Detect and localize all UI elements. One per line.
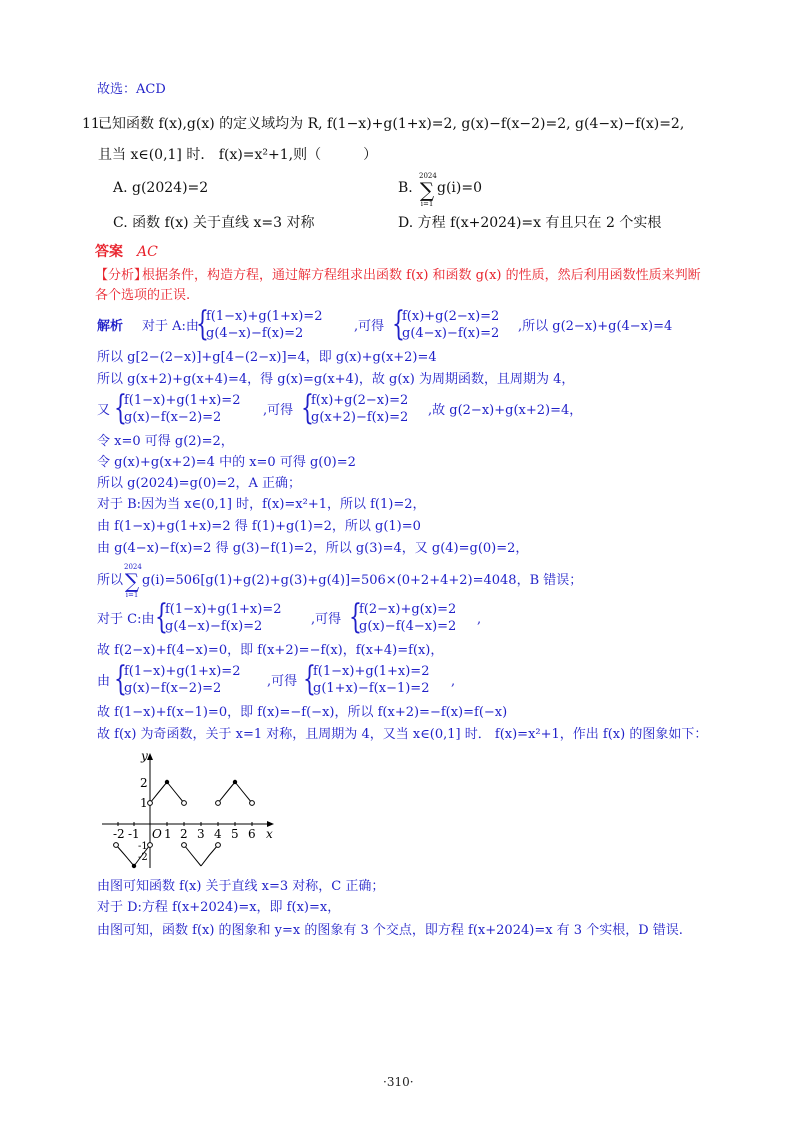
x-tick-label: 4 [214, 827, 222, 841]
system-eq: f(x)+g(2−x)=2 [402, 309, 500, 324]
solution-line: 对于 D:方程 f(x+2024)=x，即 f(x)=x， [97, 900, 341, 915]
solution-line: ,故 g(2−x)+g(x+2)=4， [428, 403, 583, 418]
x-tick-label: 5 [231, 827, 239, 841]
x-tick-label: -2 [113, 827, 125, 841]
system-eq: f(1−x)+g(1+x)=2 [124, 393, 241, 408]
x-tick-label: 6 [248, 827, 256, 841]
sigma-icon: ∑ [419, 178, 435, 202]
solution-connector: ,可得 [311, 612, 342, 627]
solution-line: , [451, 674, 456, 689]
solution-line: , [477, 612, 482, 627]
closed-point [132, 864, 136, 868]
page-number: ·310· [383, 1075, 414, 1089]
solution-connector: ,可得 [267, 674, 298, 689]
option-d: D. 方程 f(x+2024)=x 有且只在 2 个实根 [398, 215, 662, 231]
left-brace-icon: { [114, 388, 127, 428]
solution-line: 由 [97, 674, 111, 689]
function-graph [100, 748, 290, 872]
solution-line: 对于 C:由 [97, 612, 155, 627]
question-line-1: 已知函数 f(x),g(x) 的定义域均为 R, f(1−x)+g(1+x)=2, g(x)−f(x−2)=2, g(4−x)−f(x)=2, [98, 116, 685, 132]
left-brace-icon: { [301, 388, 314, 428]
solution-line: 所以 g(x+2)+g(x+4)=4，得 g(x)=g(x+4)，故 g(x) 为周期函数，且周期为 4， [97, 372, 575, 387]
open-point [216, 801, 221, 806]
previous-answer: 故选：ACD [97, 82, 166, 97]
solution-line: g(i)=506[g(1)+g(2)+g(3)+g(4)]=506×(0+2+4+2)=4048，B 错误； [142, 573, 583, 588]
sum-upper-limit: 2024 [419, 172, 437, 180]
origin-label: O [152, 827, 162, 841]
left-brace-icon: { [349, 597, 362, 637]
option-b-summation [419, 172, 435, 208]
answer-label: 答案 [95, 244, 123, 260]
x-tick-label: 1 [164, 827, 172, 841]
open-point [182, 843, 187, 848]
system-eq: f(1−x)+g(1+x)=2 [165, 602, 282, 617]
system-eq: f(1−x)+g(1+x)=2 [124, 664, 241, 679]
system-eq: g(x)−f(4−x)=2 [359, 619, 457, 634]
sum-lower-limit: i=1 [420, 200, 434, 208]
curve-segment [116, 845, 134, 866]
system-eq: f(2−x)+g(x)=2 [359, 602, 457, 617]
system-eq: f(x)+g(2−x)=2 [311, 393, 409, 408]
x-tick-label: 2 [180, 827, 188, 841]
left-brace-icon: { [155, 597, 168, 637]
system-eq: f(1−x)+g(1+x)=2 [313, 664, 430, 679]
y-axis-label: y [141, 749, 148, 763]
system-eq: g(4−x)−f(x)=2 [206, 326, 304, 341]
solution-line: 令 g(x)+g(x+2)=4 中的 x=0 可得 g(0)=2 [97, 455, 356, 470]
analysis-line-1: 根据条件，构造方程，通过解方程组求出函数 f(x) 和函数 g(x) 的性质，然后利用函数性质来判断 [142, 268, 701, 283]
open-point [148, 801, 153, 806]
solution-a-intro: 对于 A:由 [142, 319, 199, 334]
solution-line: 故 f(2−x)+f(4−x)=0，即 f(x+2)=−f(x)，f(x+4)=f(x)， [97, 643, 444, 658]
option-c: C. 函数 f(x) 关于直线 x=3 对称 [113, 215, 315, 231]
sigma-icon: ∑ [124, 569, 140, 593]
solution-line: 所以 g[2−(2−x)]+g[4−(2−x)]=4，即 g(x)+g(x+2)=4 [97, 350, 437, 365]
left-brace-icon: { [303, 659, 316, 699]
y-tick-label: -2 [138, 852, 148, 863]
solution-line: 对于 B:因为当 x∈(0,1] 时，f(x)=x²+1，所以 f(1)=2， [97, 497, 426, 512]
solution-a-result: ,所以 g(2−x)+g(4−x)=4 [518, 319, 673, 334]
option-a: A. g(2024)=2 [113, 180, 209, 196]
system-eq: g(x)−f(x−2)=2 [124, 410, 222, 425]
left-brace-icon: { [114, 659, 127, 699]
solution-connector: ,可得 [263, 403, 294, 418]
left-brace-icon: { [392, 304, 405, 344]
closed-point [233, 780, 237, 784]
sum-lower-limit: i=1 [125, 591, 139, 599]
solution-a-connector: ,可得 [354, 319, 385, 334]
solution-line: 故 f(1−x)+f(x−1)=0，即 f(x)=−f(−x)，所以 f(x+2)=−f(x)=f(−x) [97, 705, 508, 720]
y-axis-arrow-icon [147, 753, 153, 760]
open-point [182, 801, 187, 806]
sum-upper-limit: 2024 [124, 563, 142, 571]
open-point [148, 843, 153, 848]
curve-segment [150, 782, 167, 803]
curve-segment [218, 782, 235, 803]
system-eq: g(4−x)−f(x)=2 [165, 619, 263, 634]
system-eq: g(4−x)−f(x)=2 [402, 326, 500, 341]
option-b-prefix: B. [398, 180, 413, 196]
solution-line: 由图可知，函数 f(x) 的图象和 y=x 的图象有 3 个交点，即方程 f(x+2024)=x 有 3 个实根，D 错误. [97, 923, 683, 938]
analysis-label: 【分析】 [95, 268, 148, 283]
solution-line: 令 x=0 可得 g(2)=2， [97, 434, 234, 449]
open-point [216, 843, 221, 848]
system-eq: g(x)−f(x−2)=2 [124, 681, 222, 696]
solution-line: 由图可知函数 f(x) 关于直线 x=3 对称，C 正确； [97, 879, 385, 894]
open-point [250, 801, 255, 806]
solution-line: 由 f(1−x)+g(1+x)=2 得 f(1)+g(1)=2，所以 g(1)=0 [97, 519, 421, 534]
system-eq: f(1−x)+g(1+x)=2 [206, 309, 323, 324]
solution-label: 解析 [97, 319, 124, 334]
curve-segment [235, 782, 252, 803]
solution-line: 由 g(4−x)−f(x)=2 得 g(3)−f(1)=2，所以 g(3)=4，又 g(4)=g(0)=2， [97, 541, 529, 556]
curve-segment [167, 782, 184, 803]
y-tick-label: -1 [138, 841, 148, 852]
left-brace-icon: { [196, 304, 209, 344]
curve-segment [184, 845, 201, 866]
answer-value: AC [137, 244, 158, 260]
solution-line: 所以 g(2024)=g(0)=2，A 正确； [97, 476, 301, 491]
system-eq: g(1+x)−f(x−1)=2 [313, 681, 430, 696]
curve-segment [201, 845, 218, 866]
x-tick-label: 3 [197, 827, 205, 841]
question-line-2: 且当 x∈(0,1] 时． f(x)=x²+1,则（ ） [98, 147, 378, 163]
closed-point [165, 780, 169, 784]
system-eq: g(x+2)−f(x)=2 [311, 410, 409, 425]
question-number: 11. [82, 116, 105, 132]
solution-summation [124, 563, 140, 599]
open-point [114, 843, 119, 848]
solution-line: 又 [97, 403, 111, 418]
option-b-body: g(i)=0 [437, 180, 483, 196]
x-axis-label: x [266, 827, 273, 841]
analysis-line-2: 各个选项的正误. [95, 288, 191, 303]
solution-line: 所以 [97, 573, 124, 588]
x-tick-label: -1 [128, 827, 140, 841]
solution-line: 故 f(x) 为奇函数，关于 x=1 对称，且周期为 4，又当 x∈(0,1] 时． f(x)=x²+1，作出 f(x) 的图象如下： [97, 727, 708, 742]
y-tick-label: 2 [140, 776, 148, 790]
y-tick-label: 1 [140, 796, 148, 810]
